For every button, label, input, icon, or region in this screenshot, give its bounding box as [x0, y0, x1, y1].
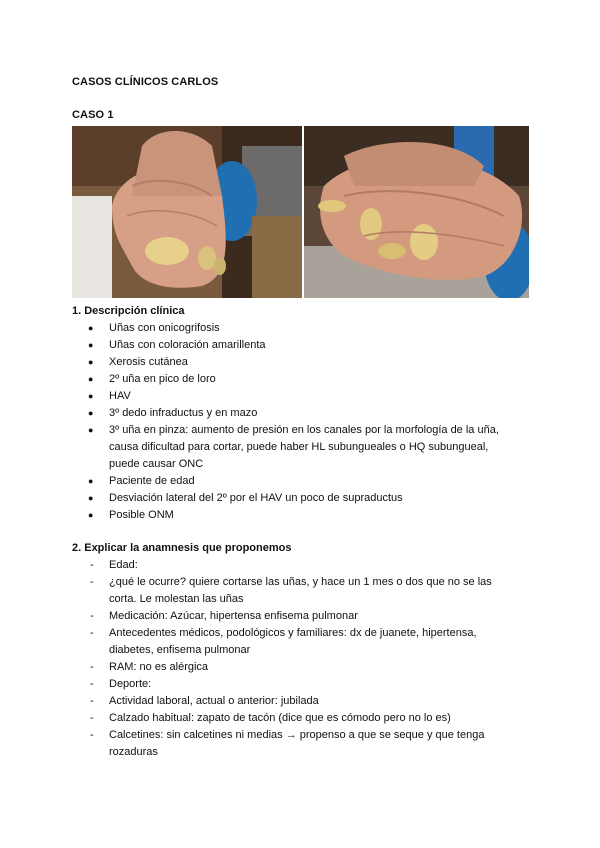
- anamnesis-list: [72, 557, 509, 761]
- list-item: ● Uñas con onicogrifosis: [72, 320, 509, 337]
- list-item: ● Desviación lateral del 2º por el HAV un poco de supraductus: [72, 490, 509, 507]
- foot-photo-right: [304, 126, 529, 298]
- bullet-marker: ●: [88, 408, 94, 418]
- section-heading-clinical-description: 1. Descripción clínica: [72, 305, 185, 317]
- dash-marker: -: [90, 576, 94, 588]
- bullet-marker: ●: [88, 425, 94, 435]
- list-item: ● 3º uña en pinza: aumento de presión en los canales por la morfología de la uña, causa dificultad para cortar, puede haber HL subungueales o HQ subungueal, puede causar ONC: [88, 424, 499, 470]
- bullet-marker: ●: [88, 493, 94, 503]
- bullet-marker: ●: [88, 391, 94, 401]
- list-item: - Calcetines: sin calcetines ni medias → propenso a que se seque y que tenga rozaduras: [90, 729, 485, 758]
- case-label: CASO 1: [72, 109, 114, 121]
- dash-marker: -: [90, 627, 94, 639]
- list-item: - Deporte:: [72, 676, 509, 693]
- list-item: ● 3º dedo infraductus y en mazo: [72, 405, 509, 422]
- list-item: - Edad:: [72, 557, 509, 574]
- clinical-description-list: [72, 320, 509, 524]
- dash-marker: -: [90, 695, 94, 707]
- list-item: - Calzado habitual: zapato de tacón (dice que es cómodo pero no lo es): [72, 710, 509, 727]
- dash-marker: -: [90, 729, 94, 741]
- photo-row: [72, 126, 529, 298]
- dash-marker: -: [90, 712, 94, 724]
- list-item: - ¿qué le ocurre? quiere cortarse las uñas, y hace un 1 mes o dos que no se las corta. Le molestan las uñas: [90, 576, 492, 605]
- list-item: ● Xerosis cutánea: [72, 354, 509, 371]
- list-item: - Antecedentes médicos, podológicos y familiares: dx de juanete, hipertensa, diabetes, enfisema pulmonar: [90, 627, 477, 656]
- list-item: ● 2º uña en pico de loro: [72, 371, 509, 388]
- bullet-marker: ●: [88, 510, 94, 520]
- section-heading-anamnesis: 2. Explicar la anamnesis que proponemos: [72, 542, 292, 554]
- bullet-marker: ●: [88, 476, 94, 486]
- bullet-marker: ●: [88, 340, 94, 350]
- list-item: ● Uñas con coloración amarillenta: [72, 337, 509, 354]
- dash-marker: -: [90, 610, 94, 622]
- list-item: ● Paciente de edad: [72, 473, 509, 490]
- list-item: ● Posible ONM: [72, 507, 509, 524]
- list-item: - RAM: no es alérgica: [72, 659, 509, 676]
- list-item: ● HAV: [72, 388, 509, 405]
- bullet-marker: ●: [88, 357, 94, 367]
- bullet-marker: ●: [88, 374, 94, 384]
- list-item: - Medicación: Azúcar, hipertensa enfisema pulmonar: [72, 608, 509, 625]
- foot-photo-left: [72, 126, 302, 298]
- dash-marker: -: [90, 661, 94, 673]
- document-title: CASOS CLÍNICOS CARLOS: [72, 76, 219, 88]
- bullet-marker: ●: [88, 323, 94, 333]
- list-item: - Actividad laboral, actual o anterior: jubilada: [72, 693, 509, 710]
- dash-marker: -: [90, 559, 94, 571]
- dash-marker: -: [90, 678, 94, 690]
